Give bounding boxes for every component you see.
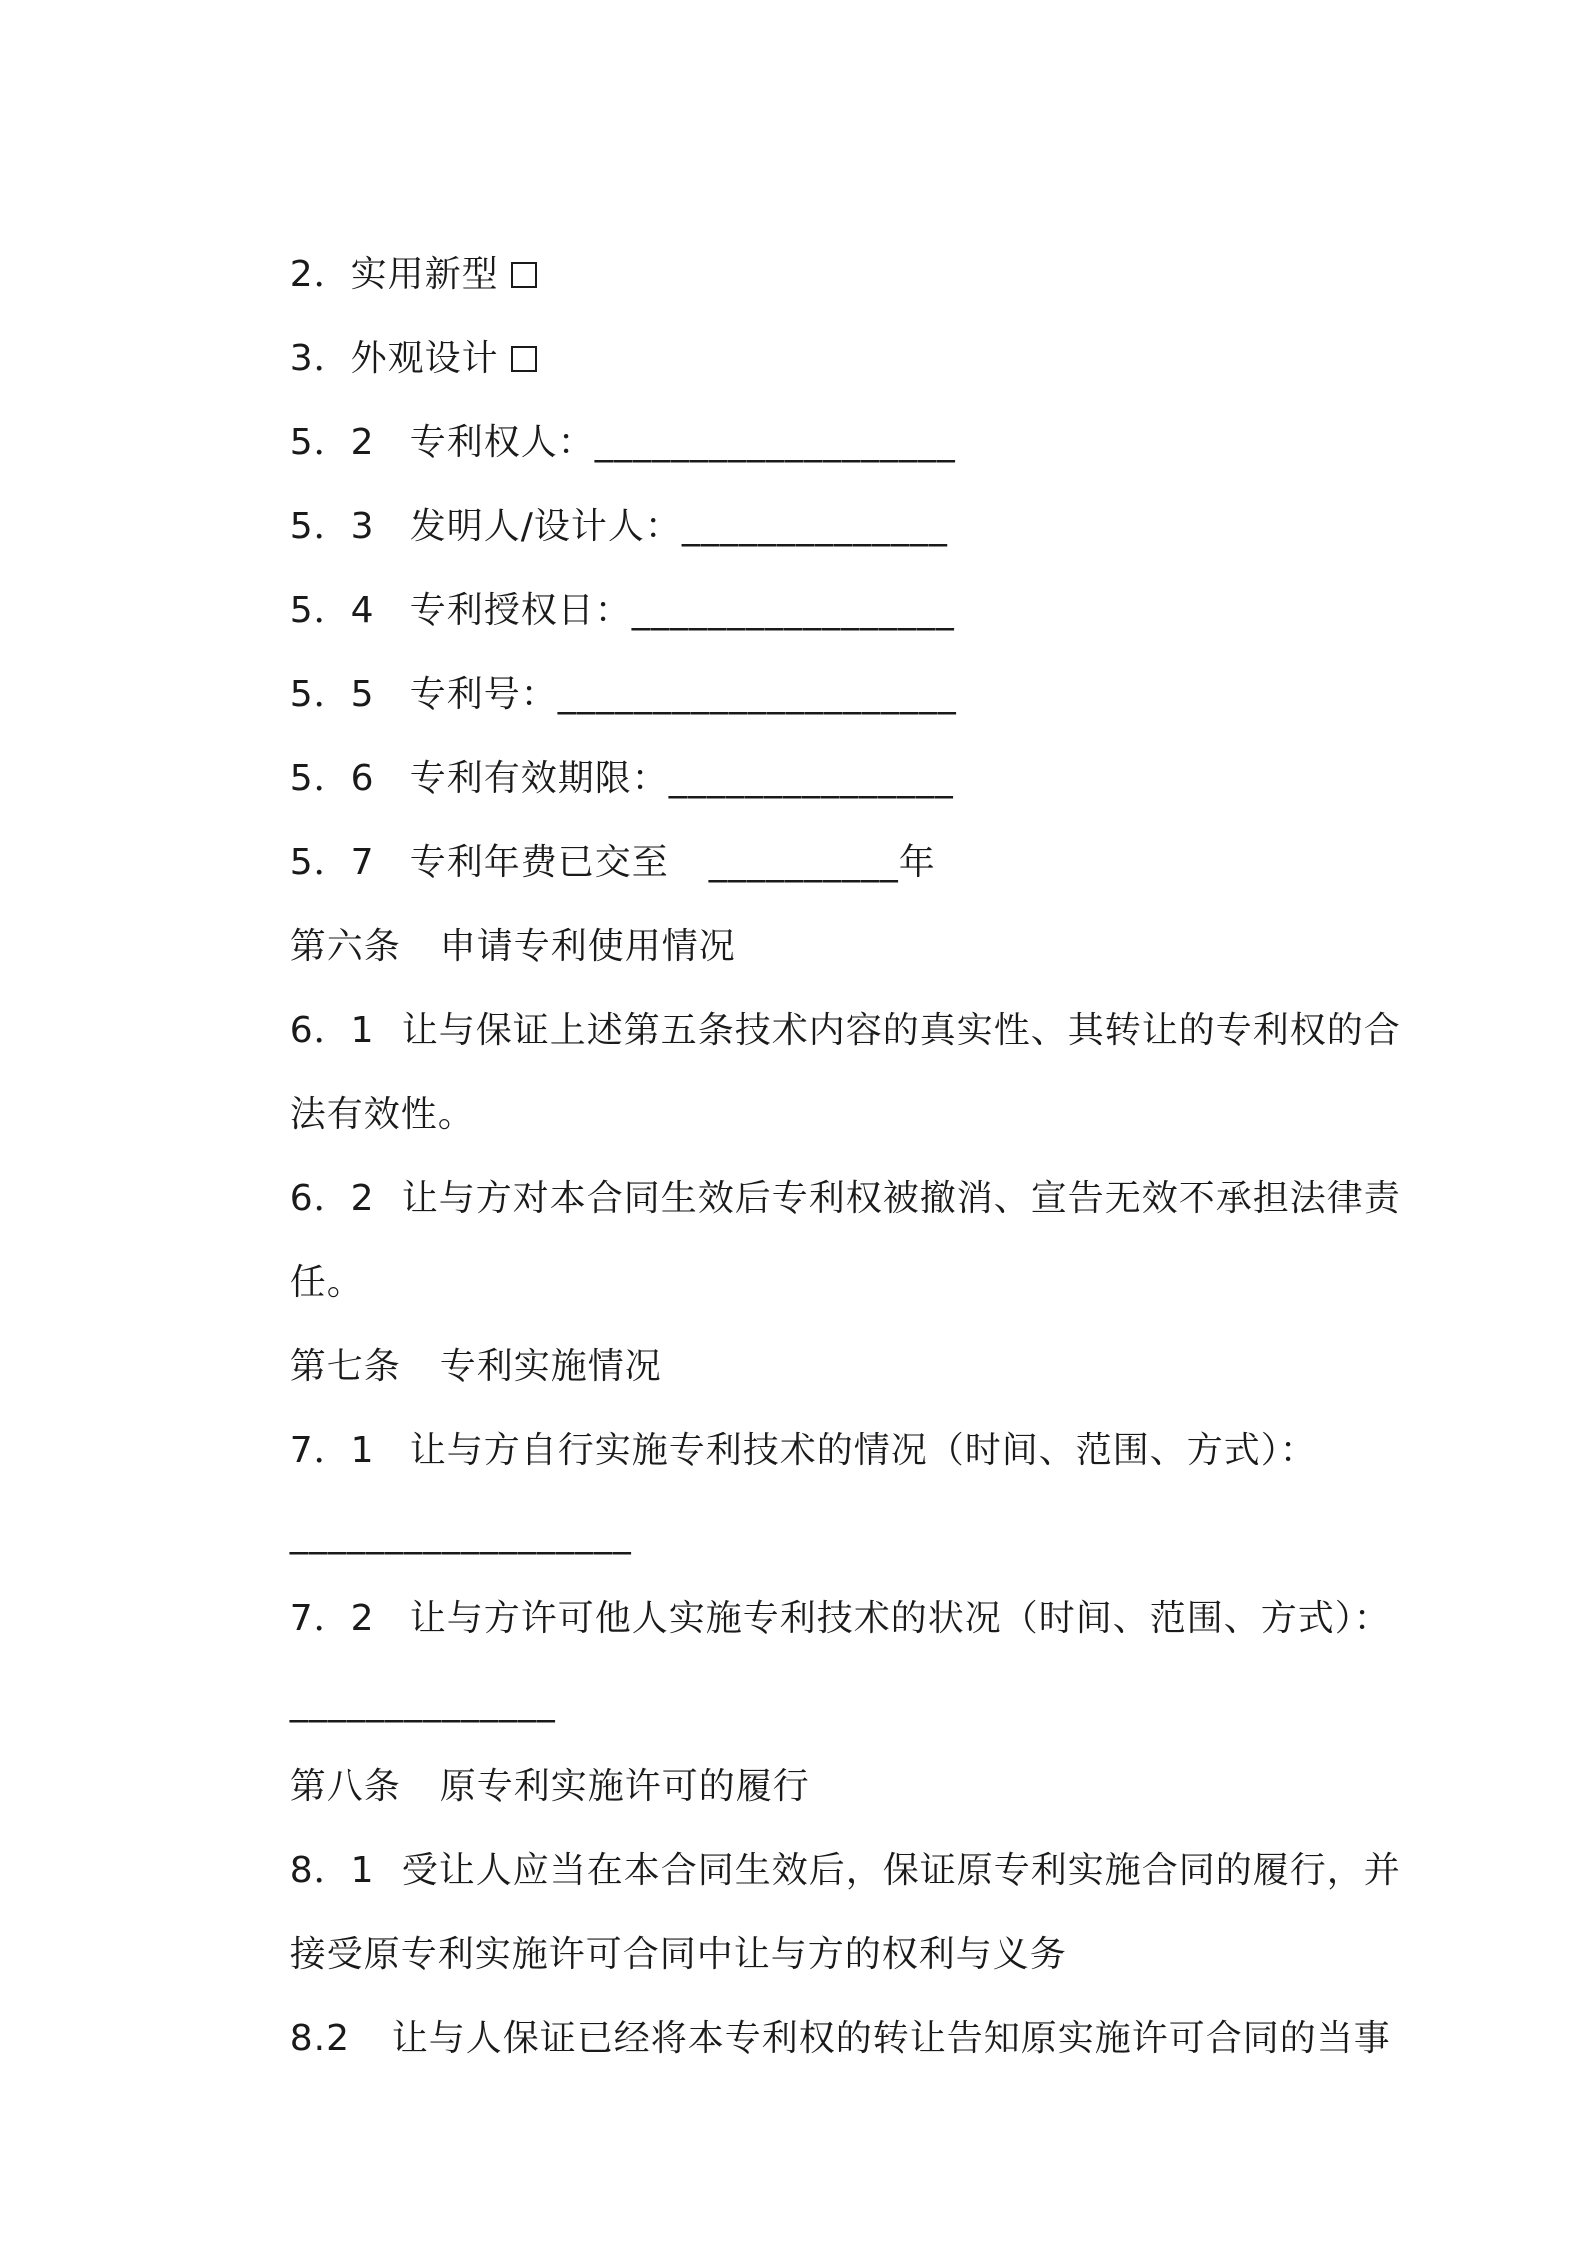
clause-number: 5．3	[289, 506, 375, 547]
clause-text: 让与方对本合同生效后专利权被撤消、宣告无效不承担法律责	[401, 1178, 1401, 1219]
clause-text: 让与保证上述第五条技术内容的真实性、其转让的专利权的合	[401, 1010, 1401, 1051]
article-number: 第七条	[289, 1346, 401, 1387]
clause-text: 受让人应当在本合同生效后，保证原专利实施合同的履行，并	[401, 1850, 1401, 1891]
self-implementation-field[interactable]: __________________	[289, 1514, 632, 1555]
article-number: 第八条	[289, 1766, 401, 1807]
article-title: 申请专利使用情况	[439, 926, 736, 967]
clause-label: 专利有效期限：	[409, 758, 669, 799]
clause-text: 接受原专利实施许可合同中让与方的权利与义务	[289, 1934, 1067, 1975]
clause-number: 6．1	[289, 1010, 375, 1051]
clause-number: 8．1	[289, 1850, 375, 1891]
inventor-field[interactable]: ______________	[681, 506, 948, 547]
clause-number: 5．4	[289, 590, 375, 631]
grant-date-field[interactable]: _________________	[631, 590, 955, 631]
clause-label: 发明人/设计人：	[409, 506, 682, 547]
clause-number: 5．5	[289, 674, 375, 715]
clause-label: 专利年费已交至	[409, 842, 669, 883]
clause-label: 专利权人：	[409, 422, 595, 463]
clause-number: 7．1	[289, 1430, 375, 1471]
clause-text: 法有效性。	[289, 1094, 475, 1135]
clause-number: 8.2	[289, 2018, 351, 2059]
validity-period-field[interactable]: _______________	[668, 758, 954, 799]
clause-8-2	[240, 1964, 1391, 2114]
clause-number: 5．2	[289, 422, 375, 463]
year-suffix: 年	[898, 842, 936, 883]
article-title: 原专利实施许可的履行	[439, 1766, 810, 1807]
option-text: 2．实用新型	[289, 254, 499, 295]
clause-text: 让与方许可他人实施专利技术的状况（时间、范围、方式）：	[409, 1598, 1391, 1639]
clause-6-2	[240, 1124, 1401, 1274]
option-text: 3．外观设计	[289, 338, 499, 379]
clause-text: 让与方自行实施专利技术的情况（时间、范围、方式）：	[409, 1430, 1317, 1471]
clause-label: 专利号：	[409, 674, 558, 715]
clause-text: 任。	[289, 1262, 364, 1303]
clause-number: 5．6	[289, 758, 375, 799]
clause-label: 专利授权日：	[409, 590, 632, 631]
clause-number: 7．2	[289, 1598, 375, 1639]
clause-number: 6．2	[289, 1178, 375, 1219]
article-number: 第六条	[289, 926, 401, 967]
licensed-implementation-field[interactable]: ______________	[289, 1682, 556, 1723]
patentee-field[interactable]: ___________________	[594, 422, 956, 463]
annual-fee-year-field[interactable]: __________	[708, 842, 899, 883]
clause-number: 5．7	[289, 842, 375, 883]
patent-number-field[interactable]: _____________________	[557, 674, 957, 715]
clause-text: 让与人保证已经将本专利权的转让告知原实施许可合同的当事	[391, 2018, 1391, 2059]
article-title: 专利实施情况	[439, 1346, 662, 1387]
